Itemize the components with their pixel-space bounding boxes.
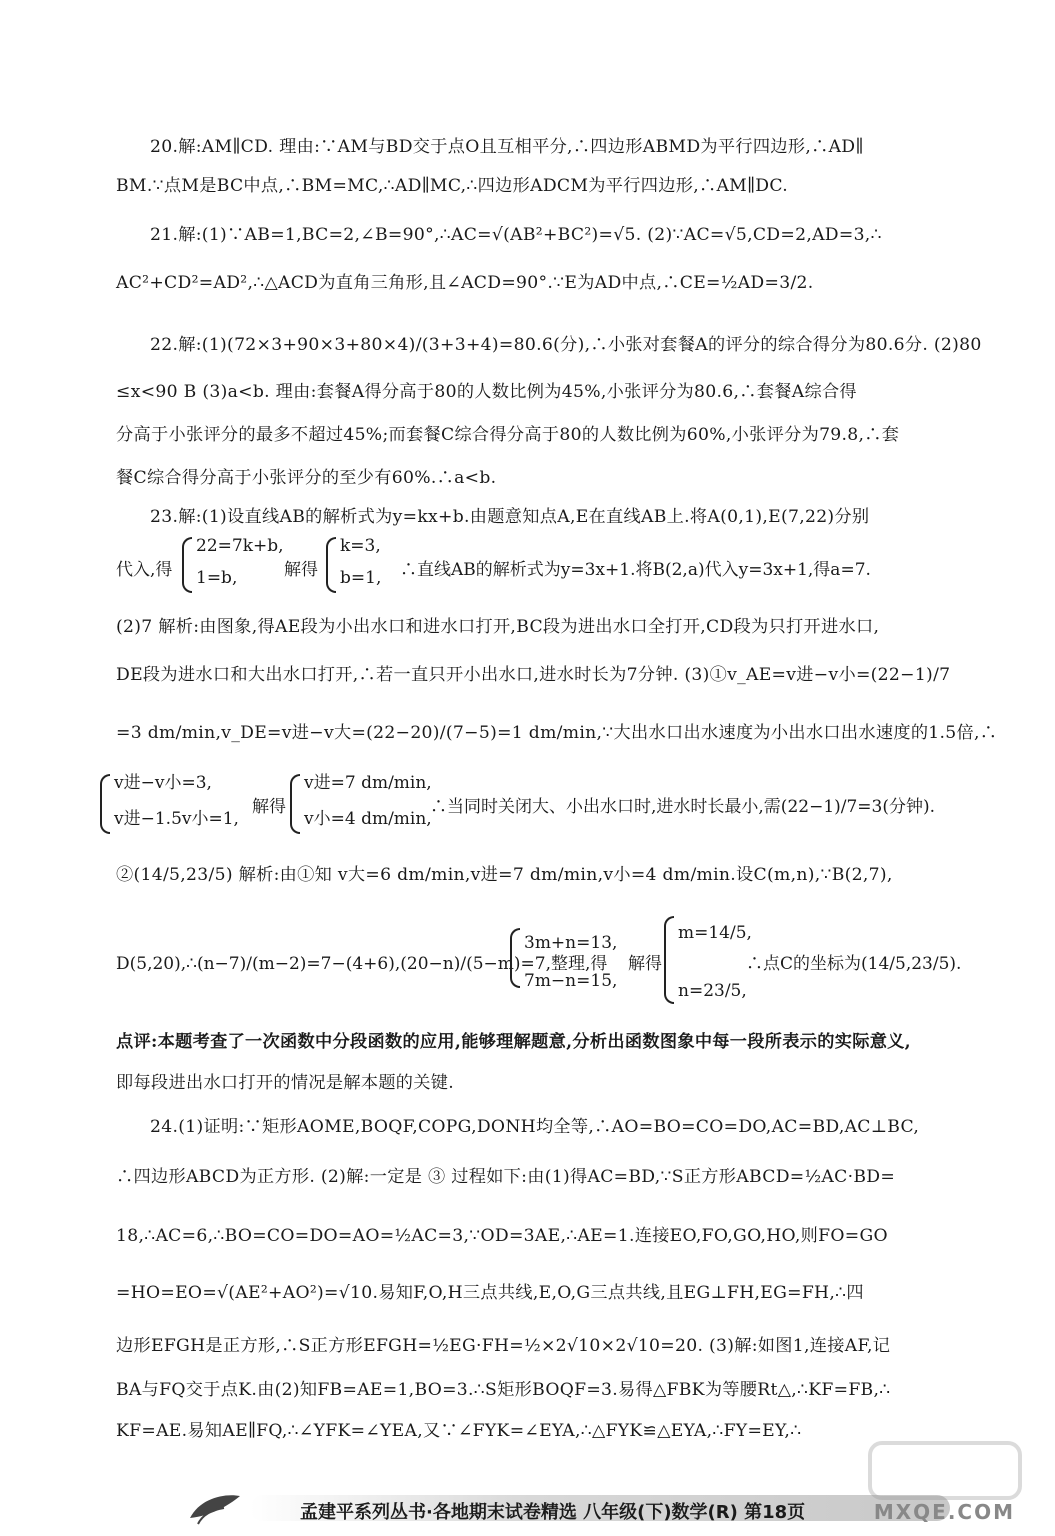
q23-line-7: ②(14/5,23/5) 解析:由①知 v大=6 dm/min,v进=7 dm/min,v小=4 dm/min.设C(m,n),∵B(2,7),: [116, 865, 893, 885]
system-eq: m=14/5,: [678, 923, 752, 943]
q23-line-3: (2)7 解析:由图象,得AE段为小出水口和进水口打开,BC段为进出水口全打开,CD段为只打开进水口,: [116, 617, 880, 637]
equation-brace: [290, 774, 300, 834]
equation-brace: [664, 916, 674, 1004]
system-eq: k=3,: [340, 536, 381, 556]
system-eq: 1=b,: [196, 568, 238, 588]
system-eq: v进=7 dm/min,: [304, 773, 432, 793]
q24-line-6: BA与FQ交于点K.由(2)知FB=AE=1,BO=3.∴S矩形BOQF=3.易得△FBK为等腰Rt△,∴KF=FB,∴: [116, 1380, 891, 1400]
q22-line-3: 分高于小张评分的最多不超过45%;而套餐C综合得分高于80的人数比例为60%,小张评分为79.8,∴套: [116, 425, 900, 445]
q20-line-2: BM.∵点M是BC中点,∴BM=MC,∴AD∥MC,∴四边形ADCM为平行四边形,∴AM∥DC.: [116, 176, 788, 196]
equation-brace: [182, 537, 192, 593]
system-eq: 7m−n=15,: [524, 971, 618, 991]
q23-line-2-prefix: 代入,得: [116, 560, 173, 580]
q21-line-1: 21.解:(1)∵AB=1,BC=2,∠B=90°,∴AC=√(AB²+BC²)=√5. (2)∵AC=√5,CD=2,AD=3,∴: [150, 225, 882, 245]
q21-line-2: AC²+CD²=AD²,∴△ACD为直角三角形,且∠ACD=90°.∵E为AD中点,∴CE=½AD=3/2.: [116, 273, 814, 293]
system-eq: n=23/5,: [678, 981, 747, 1001]
q23-line-5: =3 dm/min,v_DE=v进−v大=(22−20)/(7−5)=1 dm/min,∵大出水口出水速度为小出水口出水速度的1.5倍,∴: [116, 723, 998, 743]
q24-line-3: 18,∴AC=6,∴BO=CO=DO=AO=½AC=3,∵OD=3AE,∴AE=1.连接EO,FO,GO,HO,则FO=GO: [116, 1226, 888, 1246]
q22-line-4: 餐C综合得分高于小张评分的至少有60%.∴a<b.: [116, 468, 497, 488]
q24-line-1: 24.(1)证明:∵矩形AOME,BOQF,COPG,DONH均全等,∴AO=BO=CO=DO,AC=BD,AC⊥BC,: [150, 1117, 920, 1137]
q22-line-1: 22.解:(1)(72×3+90×3+80×4)/(3+3+4)=80.6(分),∴小张对套餐A的评分的综合得分为80.6分. (2)80: [150, 335, 982, 355]
system-eq: v小=4 dm/min,: [304, 809, 432, 829]
q20-line-1: 20.解:AM∥CD. 理由:∵AM与BD交于点O且互相平分,∴四边形ABMD为平行四边形,∴AD∥: [150, 137, 864, 157]
q22-line-2: ≤x<90 B (3)a<b. 理由:套餐A得分高于80的人数比例为45%,小张评分为80.6,∴套餐A综合得: [116, 382, 857, 402]
system-eq: v进−1.5v小=1,: [114, 809, 239, 829]
q23-line-6-suffix: ∴当同时关闭大、小出水口时,进水时长最小,需(22−1)/7=3(分钟).: [430, 797, 936, 817]
q24-line-4: =HO=EO=√(AE²+AO²)=√10.易知F,O,H三点共线,E,O,G三点共线,且EG⊥FH,EG=FH,∴四: [116, 1283, 864, 1303]
system-eq: v进−v小=3,: [114, 773, 212, 793]
system-eq: 22=7k+b,: [196, 536, 284, 556]
q24-line-2: ∴四边形ABCD为正方形. (2)解:一定是 ③ 过程如下:由(1)得AC=BD,∵S正方形ABCD=½AC·BD=: [116, 1167, 896, 1187]
solve-word: 解得: [252, 797, 286, 817]
solve-word: 解得: [284, 560, 318, 580]
comment-line-2: 即每段进出水口打开的情况是解本题的关键.: [116, 1073, 455, 1093]
q23-line-1: 23.解:(1)设直线AB的解析式为y=kx+b.由题意知点A,E在直线AB上.将A(0,1),E(7,22)分别: [150, 507, 870, 527]
equation-brace: [100, 774, 110, 834]
page-footer: [180, 1488, 960, 1524]
q24-line-7: KF=AE.易知AE∥FQ,∴∠YFK=∠YEA,又∵∠FYK=∠EYA,∴△FYK≌△EYA,∴FY=EY,∴: [116, 1421, 802, 1441]
q24-line-5: 边形EFGH是正方形,∴S正方形EFGH=½EG·FH=½×2√10×2√10=20. (3)解:如图1,连接AF,记: [116, 1336, 891, 1356]
solve-word: 解得: [628, 954, 662, 974]
equation-brace: [326, 537, 336, 593]
comment-line-1: 点评:本题考查了一次函数中分段函数的应用,能够理解题意,分析出函数图象中每一段所表示的实际意义,: [116, 1032, 911, 1052]
system-eq: 3m+n=13,: [524, 933, 618, 953]
watermark-text: MXQE.COM: [873, 1500, 1015, 1524]
q23-line-4: DE段为进水口和大出水口打开,∴若一直只开小出水口,进水时长为7分钟. (3)①v_AE=v进−v小=(22−1)/7: [116, 665, 951, 685]
system-eq: b=1,: [340, 568, 382, 588]
q23-line-2-suffix: ∴直线AB的解析式为y=3x+1.将B(2,a)代入y=3x+1,得a=7.: [400, 560, 871, 580]
footer-text: 孟建平系列丛书·各地期末试卷精选 八年级(下)数学(R) 第18页: [300, 1502, 806, 1523]
equation-brace: [510, 928, 520, 988]
leaf-icon: [180, 1488, 250, 1528]
q23-line-8-suffix: ∴点C的坐标为(14/5,23/5).: [746, 954, 962, 974]
q23-line-8-prefix: D(5,20),∴(n−7)/(m−2)=7−(4+6),(20−n)/(5−m)=7,整理,得: [116, 954, 608, 974]
